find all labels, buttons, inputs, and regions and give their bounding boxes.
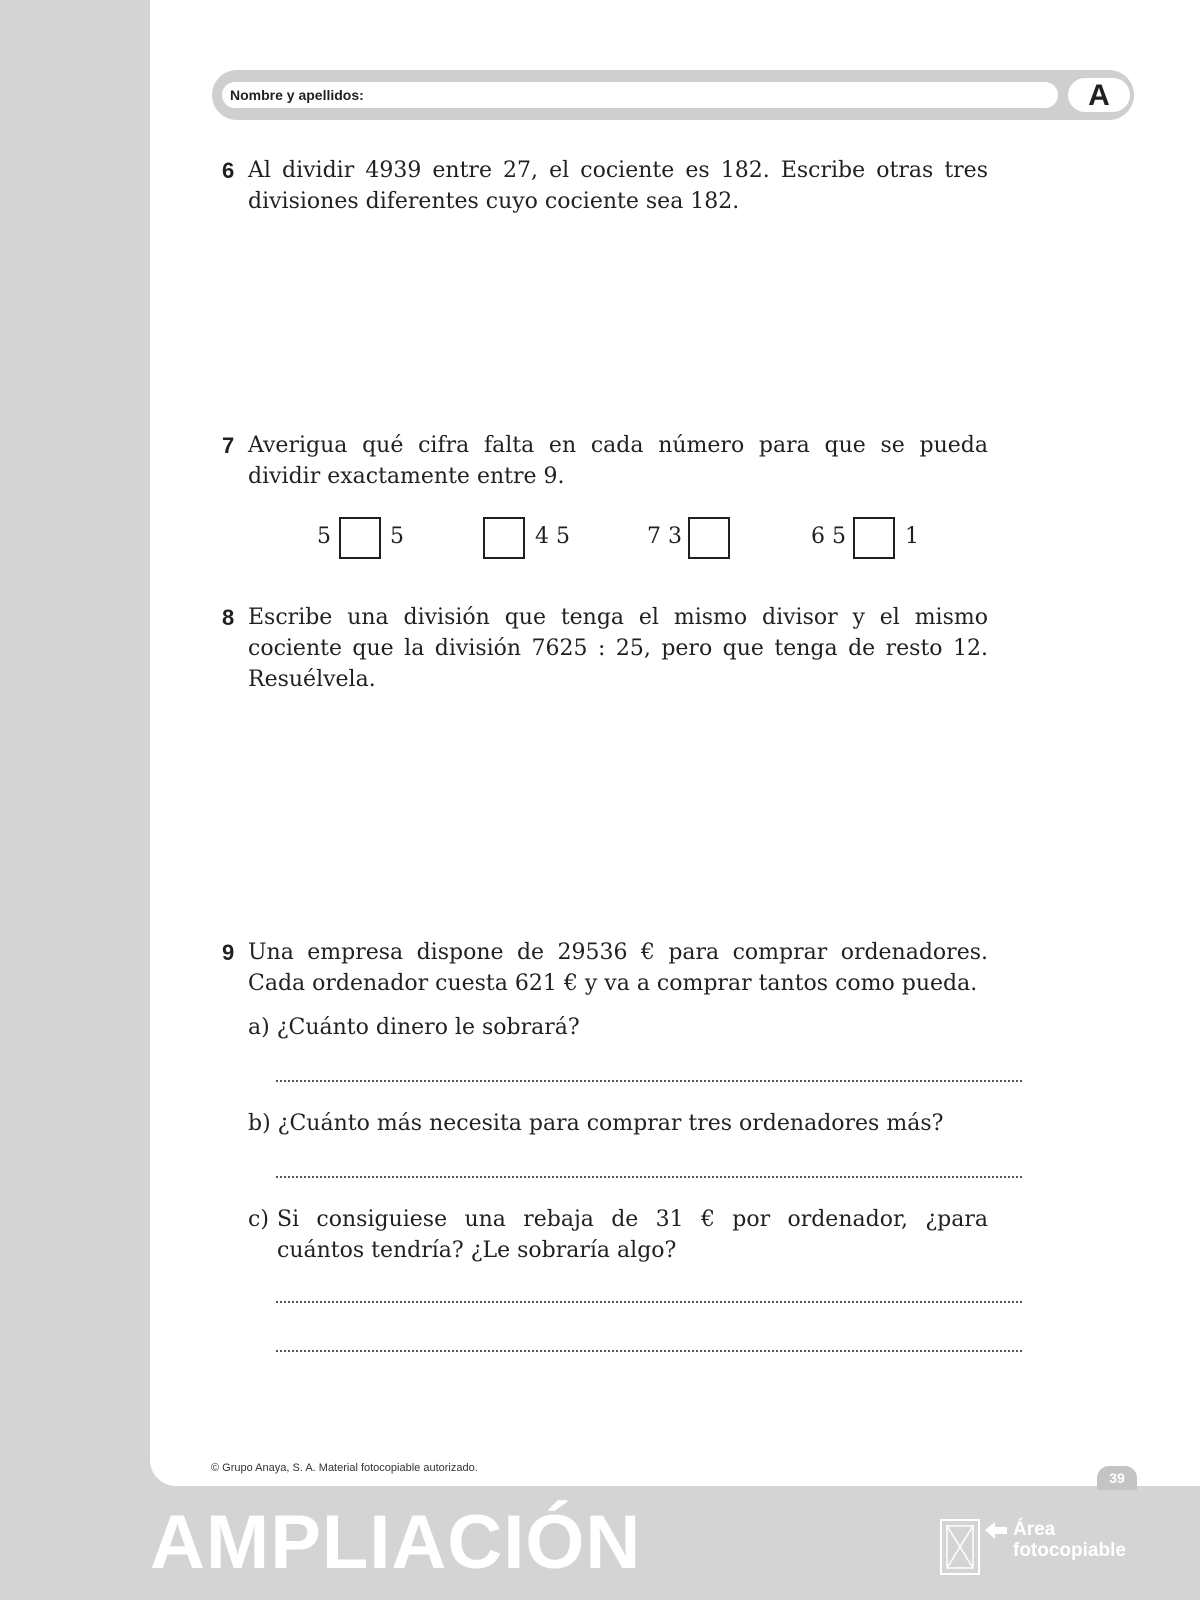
puzzle-1-before: 5: [317, 524, 331, 549]
question-8: [222, 602, 988, 695]
section-title: AMPLIACIÓN: [150, 1500, 642, 1585]
subquestion-label: b): [248, 1111, 271, 1136]
photocopy-label-line1: Área: [1013, 1519, 1056, 1540]
question-text: Al dividir 4939 entre 27, el cociente es 182. Escribe otras tres divisiones diferentes cuyo cociente sea 182.: [248, 158, 988, 214]
subquestion-text: ¿Cuánto dinero le sobrará?: [276, 1015, 580, 1040]
answer-line[interactable]: [276, 1301, 1022, 1303]
question-number: 7: [222, 433, 235, 458]
question-6: [222, 155, 988, 217]
page-number: 39: [1097, 1466, 1137, 1490]
question-number: 8: [222, 605, 235, 630]
answer-line[interactable]: [276, 1350, 1022, 1352]
question-9: [222, 937, 988, 999]
name-field[interactable]: [222, 82, 1058, 108]
subquestion-text: ¿Cuánto más necesita para comprar tres ordenadores más?: [277, 1111, 944, 1136]
subquestion-a: [248, 1012, 580, 1043]
question-text: Averigua qué cifra falta en cada número para que se pueda dividir exactamente entre 9.: [248, 433, 988, 489]
photocopy-label: [1013, 1519, 1126, 1561]
puzzle-1-after: 5: [390, 524, 404, 549]
answer-line[interactable]: [276, 1176, 1022, 1178]
version-badge: A: [1068, 78, 1130, 112]
subquestion-label: a): [248, 1015, 270, 1040]
subquestion-label: c): [248, 1207, 269, 1232]
puzzle-2-after: 4 5: [535, 524, 570, 549]
question-number: 6: [222, 158, 235, 183]
question-7: [222, 430, 988, 492]
question-text: Escribe una división que tenga el mismo divisor y el mismo cociente que la división 7625 : 25, pero que tenga de resto 12. Resuélvela.: [248, 605, 988, 692]
photocopy-icon: [939, 1518, 1009, 1576]
question-text: Una empresa dispone de 29536 € para comprar ordenadores. Cada ordenador cuesta 621 € y va a comprar tantos como pueda.: [248, 940, 988, 996]
answer-box[interactable]: [688, 517, 730, 559]
question-number: 9: [222, 940, 235, 965]
copyright-notice: © Grupo Anaya, S. A. Material fotocopiable autorizado.: [211, 1462, 478, 1474]
puzzle-4-before: 6 5: [811, 524, 846, 549]
subquestion-text: Si consiguiese una rebaja de 31 € por ordenador, ¿para cuántos tendría? ¿Le sobraría algo?: [277, 1207, 988, 1263]
answer-box[interactable]: [853, 517, 895, 559]
subquestion-c: [248, 1204, 988, 1266]
puzzle-3-before: 7 3: [647, 524, 682, 549]
subquestion-b: [248, 1108, 943, 1139]
answer-line[interactable]: [276, 1080, 1022, 1082]
puzzle-4-after: 1: [905, 524, 919, 549]
answer-box[interactable]: [339, 517, 381, 559]
photocopy-label-line2: fotocopiable: [1013, 1540, 1126, 1561]
name-label: Nombre y apellidos:: [230, 87, 364, 103]
answer-box[interactable]: [483, 517, 525, 559]
